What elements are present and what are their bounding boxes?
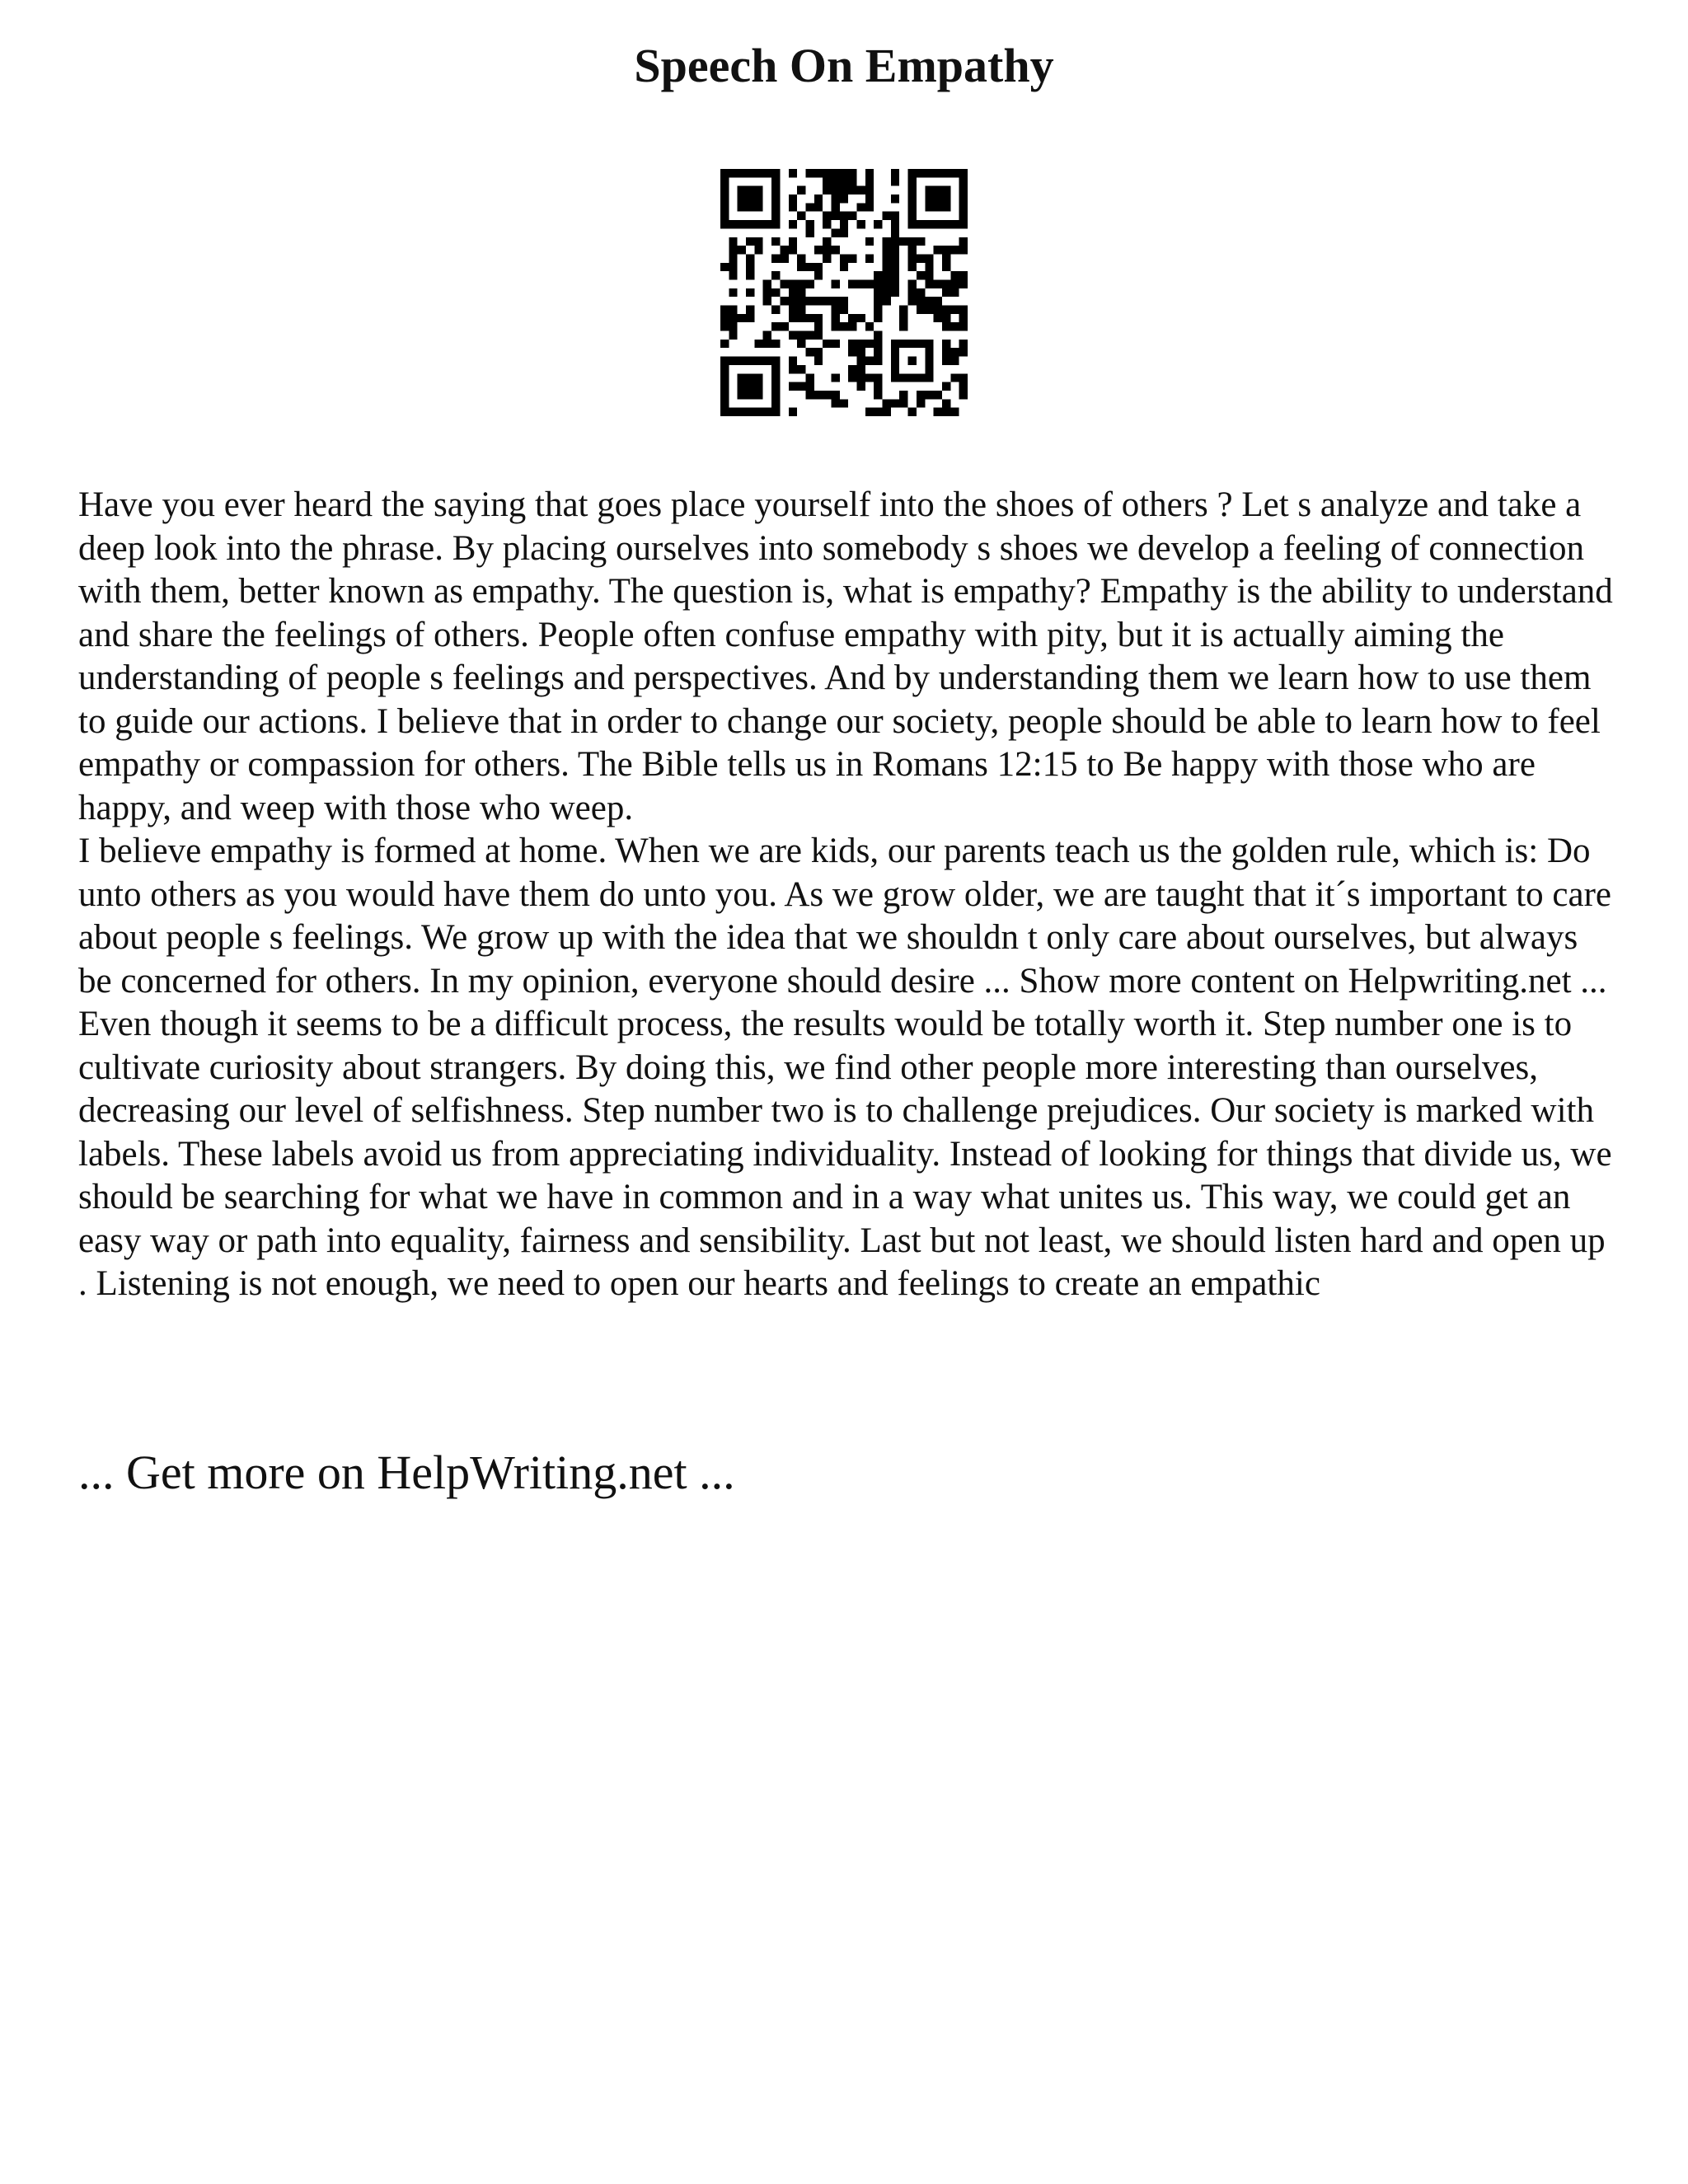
paragraph-3: Even though it seems to be a difficult process, the results would be totally worth it. Step number one is to cultivate curiosity about strangers. By doing this, we find other people more interesting than ourselves, decreasing our level of selfishness. Step number two is to challenge prejudices. Our society is marked with labels. These labels avoid us from appreciating individuality. Instead of looking for things that divide us, we should be searching for what we have in common and in a way what unites us. This way, we could get an easy way or path into equality, fairness and sensibility. Last but not least, we should listen hard and open up . Listening is not enough, we need to open our hearts and feelings to create an empathic	[78, 1005, 1612, 1303]
qr-code[interactable]	[720, 169, 968, 416]
get-more-link[interactable]: ... Get more on HelpWriting.net ...	[78, 1446, 735, 1499]
paragraph-2: I believe empathy is formed at home. When we are kids, our parents teach us the golden rule, which is: Do unto others as you would have them do unto you. As we grow older, we are taught that it´s important to care about people s feelings. We grow up with the idea that we shouldn t only care about ourselves, but always be concerned for others. In my opinion, everyone should desire ... Show more content on Helpwriting.net ...	[78, 832, 1612, 1001]
qr-code-icon	[720, 169, 968, 416]
page-title: Speech On Empathy	[634, 39, 1054, 92]
article-body	[78, 484, 1620, 1306]
paragraph-1: Have you ever heard the saying that goes place yourself into the shoes of others ? Let s analyze and take a deep look into the phrase. By placing ourselves into somebody s shoes we develop a feeling of connection with them, better known as empathy. The question is, what is empathy? Empathy is the ability to understand and share the feelings of others. People often confuse empathy with pity, but it is actually aiming the understanding of people s feelings and perspectives. And by understanding them we learn how to use them to guide our actions. I believe that in order to change our society, people should be able to learn how to feel empathy or compassion for others. The Bible tells us in Romans 12:15 to Be happy with those who are happy, and weep with those who weep.	[78, 485, 1613, 827]
